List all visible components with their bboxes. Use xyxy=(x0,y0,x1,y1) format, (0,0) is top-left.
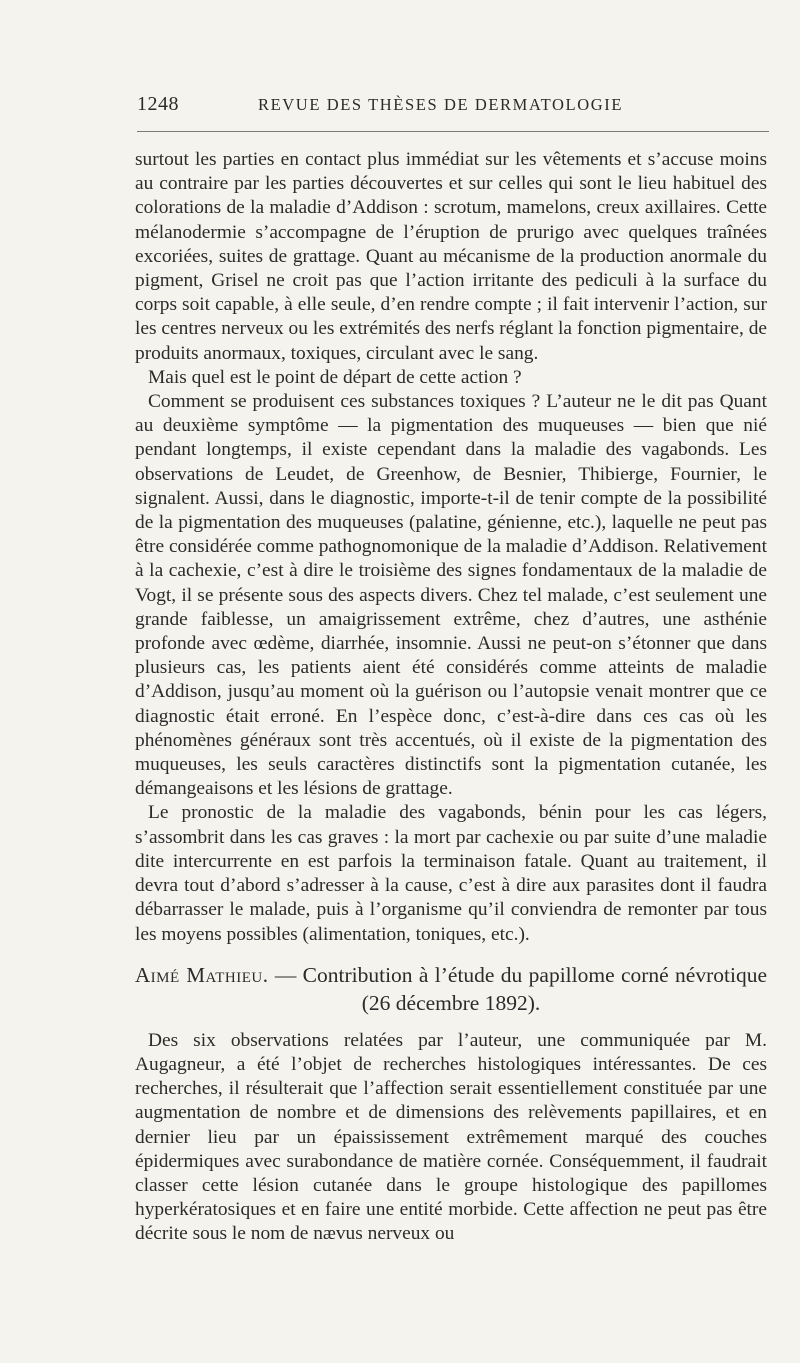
article-author: Aimé Mathieu. xyxy=(135,962,269,987)
paragraph-continuation: surtout les parties en contact plus immédiat sur les vêtements et s’accuse moins au contraire par les parties découvertes et sur celles qui sont le lieu habituel des colorations de la maladie d’Addison : scrotum, mamelons, creux axillaires. Cette mélanodermie s’accompagne de l’éruption de prurigo avec quelques traînées excoriées, suites de grattage. Quant au mécanisme de la production anormale du pigment, Grisel ne croit pas que l’action irritante des pediculi à la surface du corps soit capable, à elle seule, d’en rendre compte ; il fait intervenir l’action, sur les centres nerveux ou les extrémités des nerfs réglant la fonction pigmentaire, de produits anormaux, toxiques, circulant avec le sang. xyxy=(135,149,767,364)
header-rule xyxy=(137,131,769,132)
article-heading xyxy=(135,961,767,1017)
running-title: REVUE DES THÈSES DE DERMATOLOGIE xyxy=(258,95,624,114)
paragraph: Comment se produisent ces substances toxiques ? L’auteur ne le dit pas Quant au deuxième symptôme — la pigmentation des muqueuses — bien que nié pendant longtemps, il existe cependant dans la maladie des vagabonds. Les observations de Leudet, de Greenhow, de Besnier, Thibierge, Fournier, le signalent. Aussi, dans le diagnostic, importe-t-il de tenir compte de la possibilité de la pigmentation des muqueuses (palatine, génienne, etc.), laquelle ne peut pas être considérée comme pathognomonique de la maladie d’Addison. Relativement à la cachexie, c’est à dire le troisième des signes fondamentaux de la maladie de Vogt, il se présente sous des aspects divers. Chez tel malade, c’est seulement une grande faiblesse, un amaigrissement extrême, chez d’autres, une asthénie profonde avec œdème, diarrhée, insomnie. Aussi ne peut-on s’étonner que dans plusieurs cas, les patients aient été considérés comme atteints de maladie d’Addison, jusqu’au moment où la guérison ou l’autopsie venait montrer que ce diagnostic était erroné. En l’espèce donc, c’est-à-dire dans ces cas où les phénomènes généraux sont très accentués, où il existe de la pigmentation des muqueuses, les seuls caractères distinctifs sont la pigmentation cutanée, les démangeaisons et les lésions de grattage. xyxy=(135,391,767,800)
article-paragraph: Des six observations relatées par l’auteur, une communiquée par M. Augagneur, a été l’objet de recherches histologiques intéressantes. De ces recherches, il résulterait que l’affection serait essentiellement constituée par une augmentation de nombre et de dimensions des relèvements papillaires, et en dernier lieu par un épaississement extrêmement marqué des couches épidermiques avec surabondance de matière cornée. Conséquemment, il faudrait classer cette lésion cutanée dans le groupe histologique des papillomes hyperkératosiques et en faire une entité morbide. Cette affection ne peut pas être décrite sous le nom de nævus nerveux ou xyxy=(135,1029,767,1245)
body-text xyxy=(135,148,767,1247)
paragraph: Le pronostic de la maladie des vagabonds, bénin pour les cas légers, s’assombrit dans les cas graves : la mort par cachexie ou par suite d’une maladie dite intercurrente en est parfois la terminaison fatale. Quant au traitement, il devra tout d’abord s’adresser à la cause, c’est à dire aux parasites dont il faudra débarrasser le malade, puis à l’organisme qu’il conviendra de remonter par tous les moyens possibles (alimentation, toniques, etc.). xyxy=(135,802,767,945)
article-title: — Contribution à l’étude du papillome corné névrotique (26 décembre 1892). xyxy=(274,962,768,1015)
page-number: 1248 xyxy=(137,93,179,115)
paragraph: Mais quel est le point de départ de cette action ? xyxy=(148,366,522,388)
page-header xyxy=(137,93,767,116)
